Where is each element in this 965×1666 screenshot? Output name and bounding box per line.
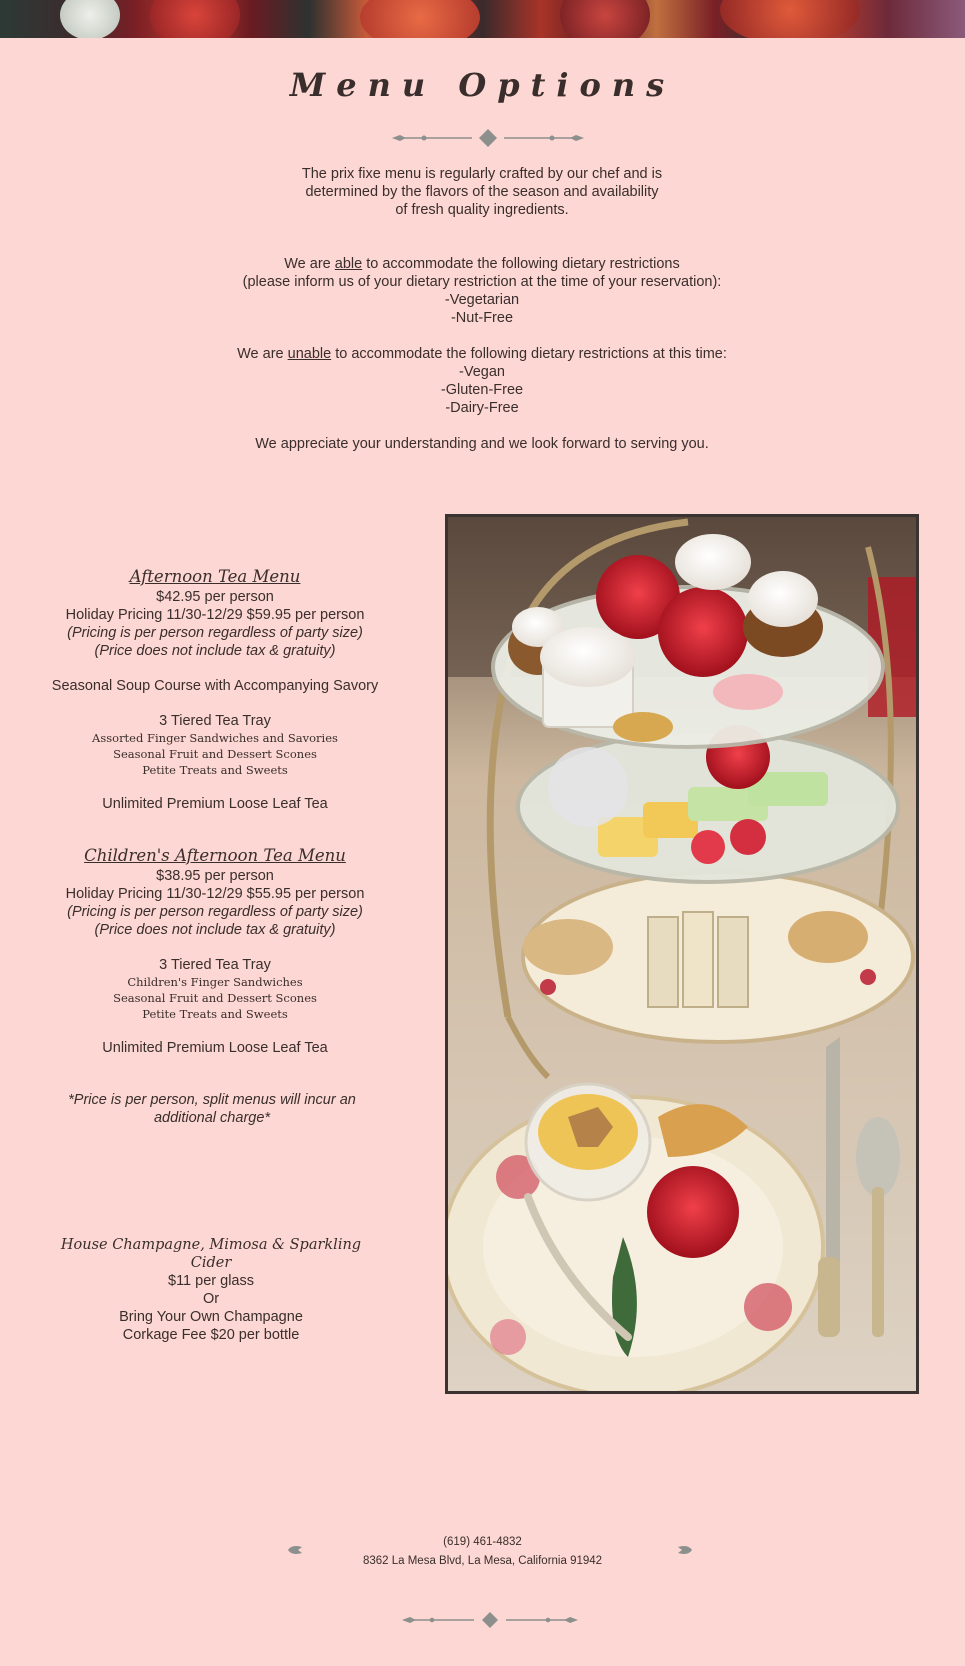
drinks-section (46, 1236, 376, 1344)
afternoon-tea-tray: 3 Tiered Tea Tray (159, 713, 271, 729)
tray-item: Petite Treats and Sweets (142, 763, 288, 777)
split-menu-note (62, 1091, 362, 1127)
intro-line: The prix fixe menu is regularly crafted by our chef and is (301, 166, 663, 182)
intro-line: determined by the flavors of the season and availability (305, 184, 659, 200)
dietary-item: -Nut-Free (450, 310, 514, 326)
tray-item: Assorted Finger Sandwiches and Savories (92, 731, 338, 745)
phone-number[interactable]: (619) 461-4832 (443, 1536, 522, 1548)
intro-section (182, 165, 782, 453)
afternoon-tea-holiday: Holiday Pricing 11/30-12/29 $59.95 per person (65, 607, 365, 623)
tea-tray-illustration (448, 517, 916, 1391)
closing-statement: We appreciate your understanding and we look forward to serving you. (255, 436, 709, 452)
drinks-corkage: Corkage Fee $20 per bottle (122, 1327, 300, 1343)
tray-item: Seasonal Fruit and Dessert Scones (113, 991, 317, 1005)
dietary-item: -Vegan (459, 364, 505, 380)
dietary-item: -Vegetarian (444, 292, 520, 308)
children-tea-note: (Price does not include tax & gratuity) (94, 922, 336, 938)
unable-statement: We are unable to accommodate the following dietary restrictions at this time: (237, 346, 727, 362)
able-note: (please inform us of your dietary restriction at the time of your reservation): (242, 274, 722, 290)
tray-item: Petite Treats and Sweets (142, 1007, 288, 1021)
afternoon-tea-soup: Seasonal Soup Course with Accompanying Savory (51, 678, 379, 694)
drinks-price: $11 per glass (168, 1273, 254, 1289)
ornament-divider-bottom (402, 1611, 578, 1629)
drinks-heading: House Champagne, Mimosa & Sparkling Cider (60, 1237, 362, 1271)
split-menu-text: *Price is per person, split menus will incur an additional charge* (68, 1092, 356, 1126)
contact-info (0, 1533, 965, 1571)
page-title: Menu Options (289, 66, 676, 104)
tray-item: Seasonal Fruit and Dessert Scones (113, 747, 317, 761)
afternoon-tea-note: (Price does not include tax & gratuity) (94, 643, 336, 659)
children-tea-tea: Unlimited Premium Loose Leaf Tea (102, 1040, 328, 1056)
drinks-or: Or (202, 1291, 220, 1307)
dietary-item: -Gluten-Free (440, 382, 524, 398)
right-ornament (676, 1544, 692, 1556)
afternoon-tea-tea: Unlimited Premium Loose Leaf Tea (102, 796, 328, 812)
afternoon-tea-note: (Pricing is per person regardless of party size) (67, 625, 363, 641)
afternoon-tea-heading: Afternoon Tea Menu (129, 567, 301, 586)
floral-banner (0, 0, 965, 38)
afternoon-tea-menu (50, 566, 380, 813)
intro-line: of fresh quality ingredients. (395, 202, 569, 218)
children-tea-price: $38.95 per person (156, 868, 274, 884)
able-statement: We are able to accommodate the following dietary restrictions (284, 256, 680, 272)
children-tea-heading: Children's Afternoon Tea Menu (84, 846, 346, 865)
afternoon-tea-price: $42.95 per person (156, 589, 274, 605)
tray-item: Children's Finger Sandwiches (127, 975, 303, 989)
children-tea-menu (50, 845, 380, 1057)
children-tea-holiday: Holiday Pricing 11/30-12/29 $55.95 per person (65, 886, 365, 902)
drinks-byo: Bring Your Own Champagne (119, 1309, 303, 1325)
afternoon-tea-photo (445, 514, 919, 1394)
children-tea-tray: 3 Tiered Tea Tray (159, 957, 271, 973)
ornament-divider-top (392, 128, 584, 148)
address[interactable]: 8362 La Mesa Blvd, La Mesa, California 91942 (362, 1555, 603, 1567)
children-tea-note: (Pricing is per person regardless of party size) (67, 904, 363, 920)
dietary-item: -Dairy-Free (445, 400, 519, 416)
